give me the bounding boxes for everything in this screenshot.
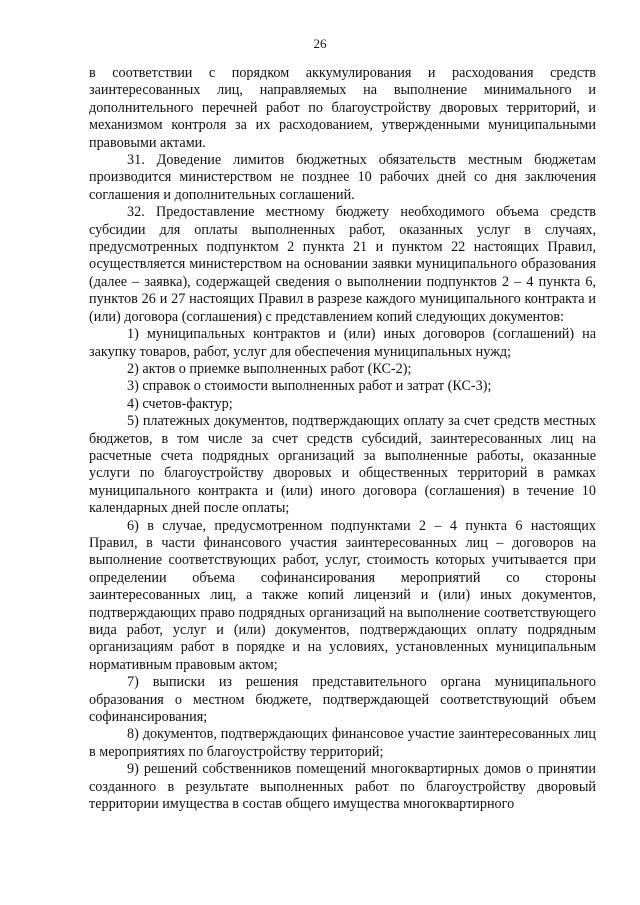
list-item-1: 1) муниципальных контрактов и (или) иных договоров (соглашений) на закупку товаров, работ, услуг для обеспечения муниципальных нужд;: [89, 326, 596, 360]
paragraph-32: 32. Предоставление местному бюджету необходимого объема средств субсидии для оплаты выполненных работ, оказанных услуг в случаях, предусмотренных подпунктом 2 пункта 21 и пунктом 22 настоящих Правил, осуществляется министерством на основании заявки муниципального образования (далее – заявка), содержащей сведения о выполнении подпунктов 2 – 4 пункта 6, пунктов 26 и 27 настоящих Правил в разрезе каждого муниципального контракта и (или) договора (соглашения) с представлением копий следующих документов:: [89, 204, 596, 325]
list-item-5: 5) платежных документов, подтверждающих оплату за счет средств местных бюджетов, в том числе за счет средств субсидий, заинтересованных лиц на расчетные счета подрядных организаций за выполненные работы, оказанные услуги по благоустройству дворовых и общественных территорий в рамках муниципального контракта и (или) иного договора (соглашения) в течение 10 календарных дней после оплаты;: [89, 413, 596, 517]
paragraph-31: 31. Доведение лимитов бюджетных обязательств местным бюджетам производится министерством не позднее 10 рабочих дней со дня заключения соглашения и дополнительных соглашений.: [89, 152, 596, 203]
paragraph-continuation: в соответствии с порядком аккумулирования и расходования средств заинтересованных лиц, направляемых на выполнение минимального и дополнительного перечней работ по благоустройству дворовых территорий, и механизмом контроля за их расходованием, утвержденными муниципальными правовыми актами.: [89, 65, 596, 151]
list-item-7: 7) выписки из решения представительного органа муниципального образования о местном бюджете, подтверждающей соответствующий объем софинансирования;: [89, 674, 596, 726]
list-item-9: 9) решений собственников помещений многоквартирных домов о принятии созданного в результате выполненных работ по благоустройству дворовый территории имущества в состав общего имущества многоквартирного: [89, 761, 596, 813]
list-item-2: 2) актов о приемке выполненных работ (КС-2);: [127, 360, 412, 377]
page-number: 26: [313, 36, 327, 51]
document-body: [89, 65, 596, 813]
list-item-3: 3) справок о стоимости выполненных работ и затрат (КС-3);: [127, 378, 492, 395]
list-item-6: 6) в случае, предусмотренном подпунктами 2 – 4 пункта 6 настоящих Правил, в части финансового участия заинтересованных лиц – договоров на выполнение соответствующих работ, услуг, стоимость которых учитывается при определении объема софинансирования мероприятий со стороны заинтересованных лиц, а также копий лицензий и (или) иных документов, подтверждающих право подрядных организаций на выполнение соответствующего вида работ, услуг и (или) документов, подтверждающих оплату подрядным организациям работ в порядке и на условиях, установленных муниципальным нормативным правовым актом;: [89, 517, 596, 673]
list-item-4: 4) счетов-фактур;: [127, 395, 233, 412]
list-item-8: 8) документов, подтверждающих финансовое участие заинтересованных лиц в мероприятиях по благоустройству территорий;: [89, 726, 596, 760]
